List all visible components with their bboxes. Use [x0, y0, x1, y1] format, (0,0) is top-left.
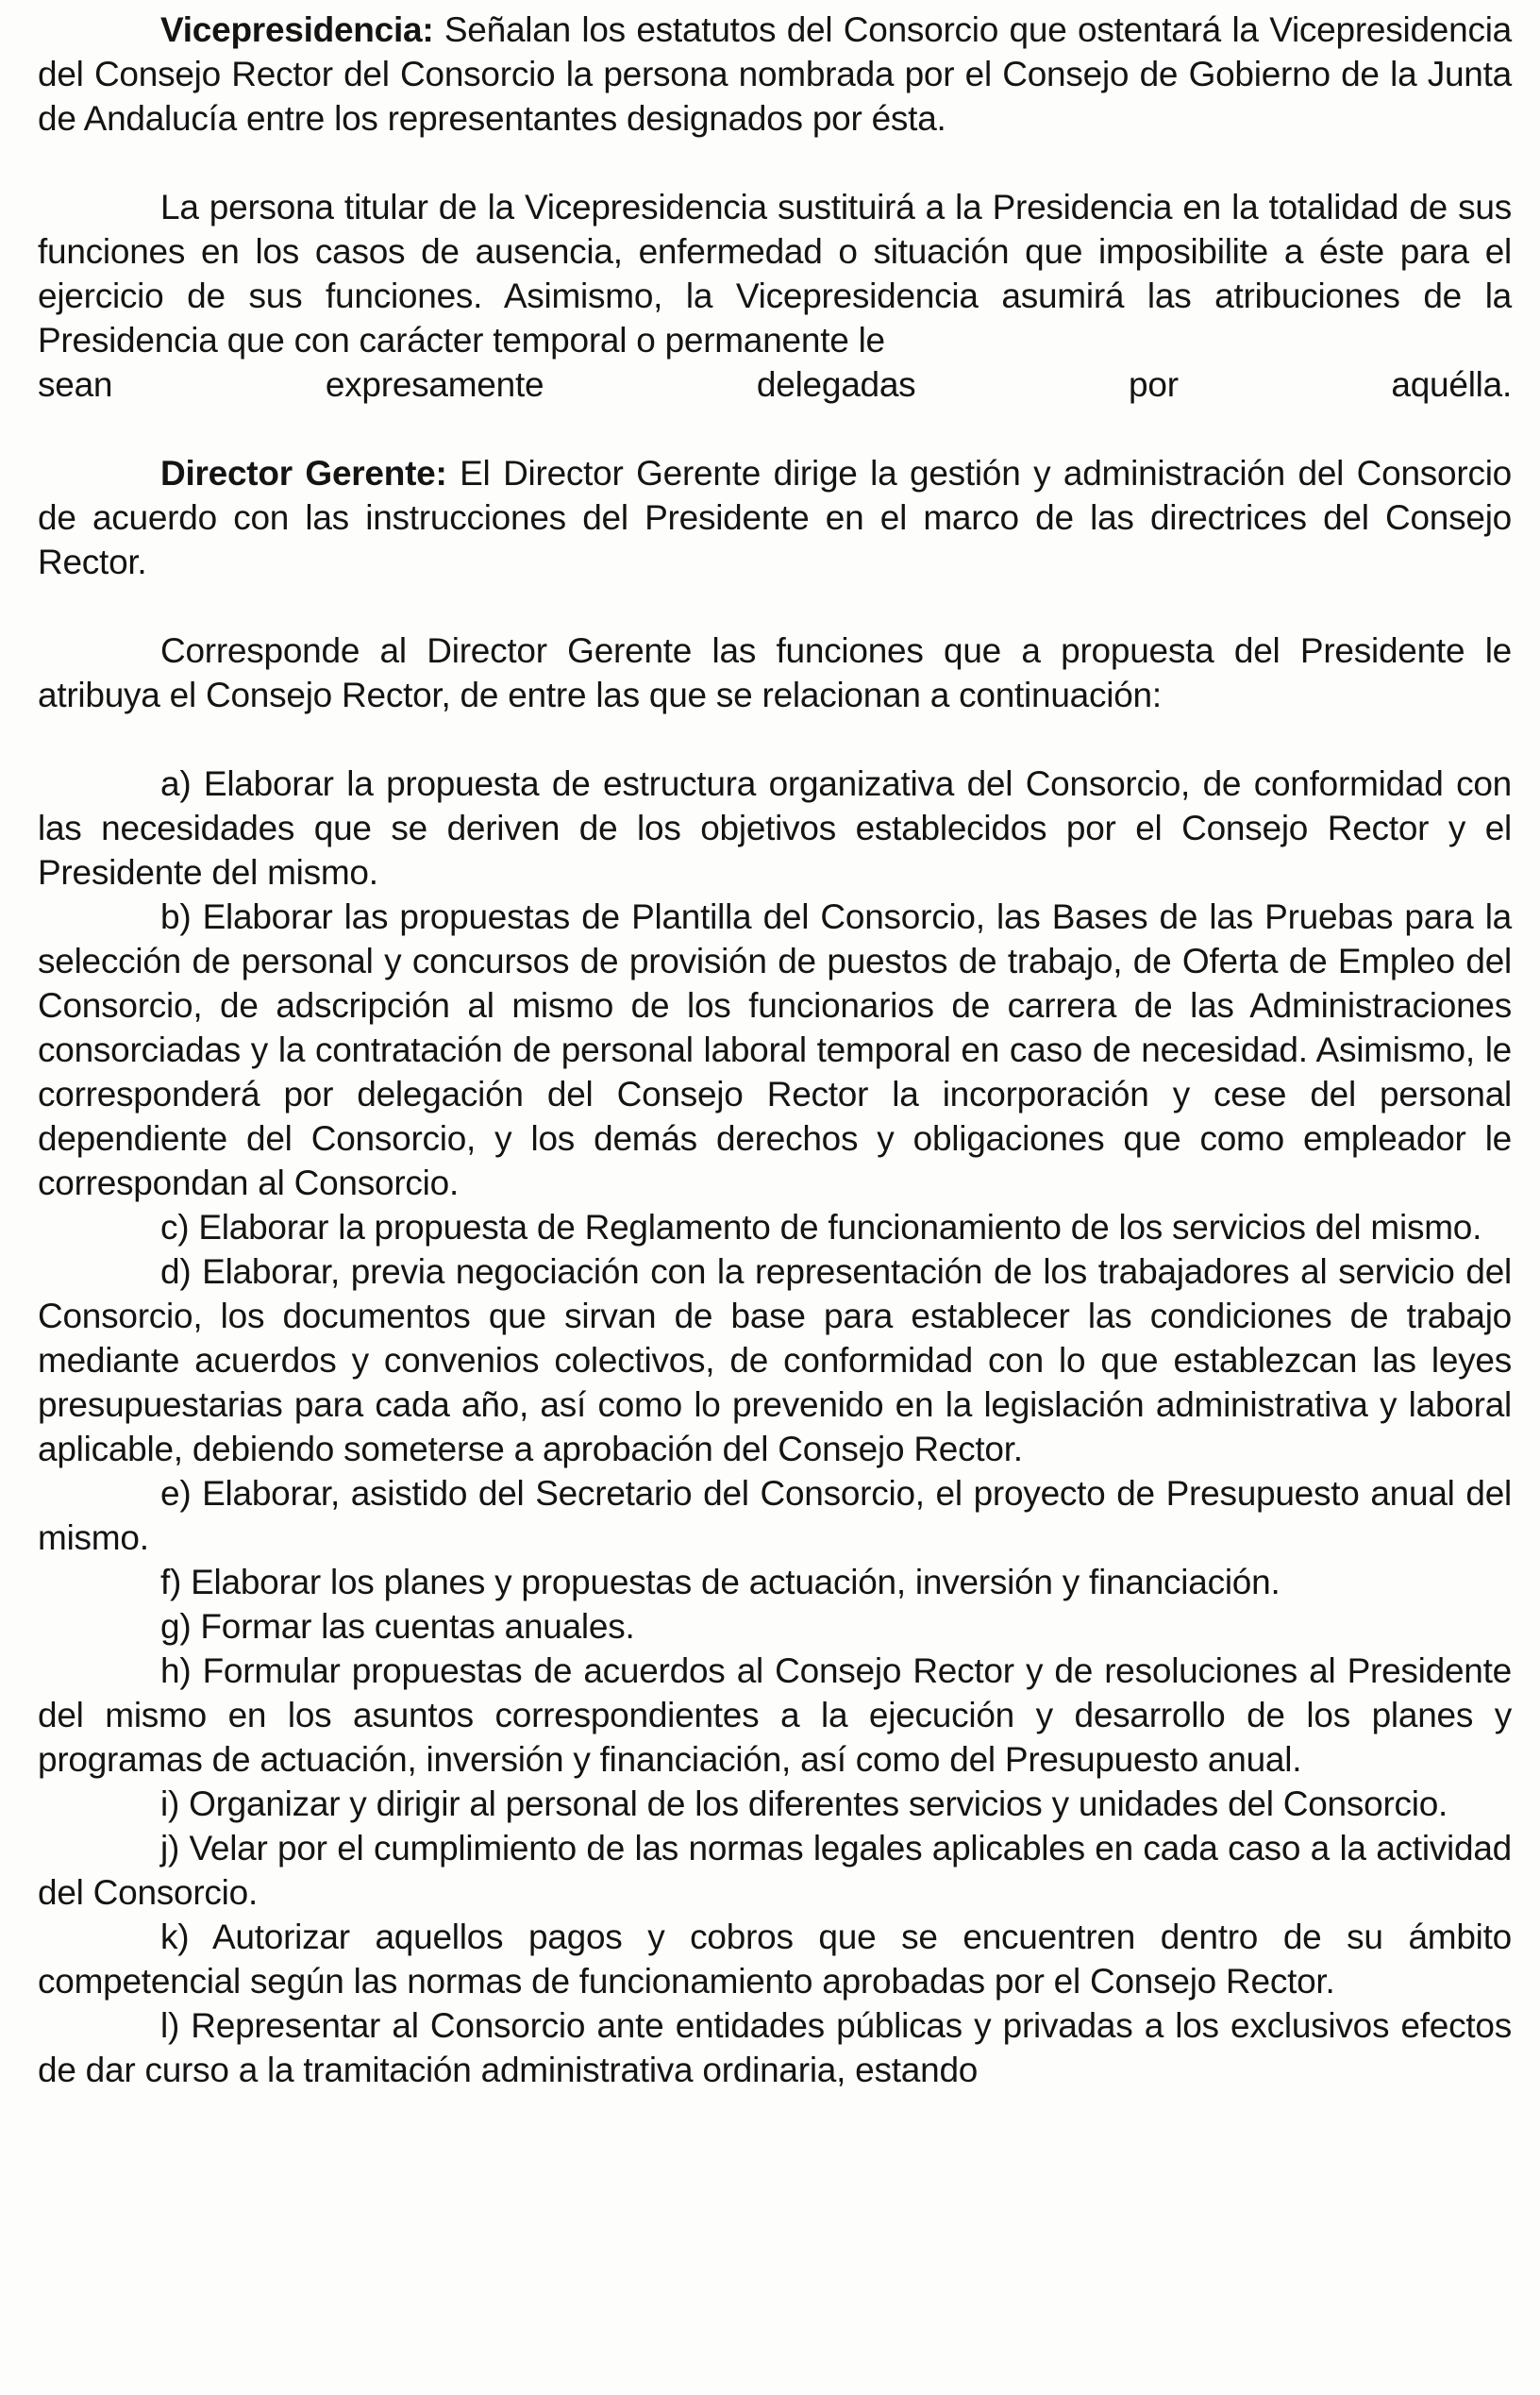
list-item-i: i) Organizar y dirigir al personal de los diferentes servicios y unidades del Consorcio. [160, 1784, 1448, 1823]
list-item-c: c) Elaborar la propuesta de Reglamento de funcionamiento de los servicios del mismo. [160, 1208, 1482, 1247]
list-item-d: d) Elaborar, previa negociación con la representación de los trabajadores al servicio del Consorcio, los documentos que sirvan de base para establecer las condiciones de trabajo mediante acuerdos y convenios colectivos, de conformidad con lo que establezcan las leyes presupuestarias para cada año, así como lo prevenido en la legislación administrativa y laboral aplicable, debiendo someterse a aprobación del Consejo Rector. [38, 1252, 1512, 1468]
list-item-l: l) Representar al Consorcio ante entidades públicas y privadas a los exclusivos efectos de dar curso a la tramitación administrativa ordinaria, estando [38, 2006, 1512, 2089]
vicepresidencia-heading: Vicepresidencia: [160, 10, 434, 49]
paragraph-spacer [38, 717, 1512, 762]
vicepresidencia-substitution-paragraph: La persona titular de la Vicepresidencia sustituirá a la Presidencia en la totalidad de sus funciones en los casos de ausencia, enfermedad o situación que imposibilite a éste para el ejercicio de sus funciones. Asimismo, la Vicepresidencia asumirá las atribuciones de la Presidencia que con carácter temporal o permanente le [38, 188, 1512, 360]
list-item-k: k) Autorizar aquellos pagos y cobros que se encuentren dentro de su ámbito competencial según las normas de funcionamiento aprobadas por el Consejo Rector. [38, 1918, 1512, 2001]
list-item-a: a) Elaborar la propuesta de estructura organizativa del Consorcio, de conformidad con las necesidades que se deriven de los objetivos establecidos por el Consejo Rector y el Presidente del mismo. [38, 764, 1512, 892]
list-item-j: j) Velar por el cumplimiento de las normas legales aplicables en cada caso a la actividad del Consorcio. [38, 1829, 1512, 1912]
list-item-b: b) Elaborar las propuestas de Plantilla del Consorcio, las Bases de las Pruebas para la selección de personal y concursos de provisión de puestos de trabajo, de Oferta de Empleo del Consorcio, de adscripción al mismo de los funcionarios de carrera de las Administraciones consorciadas y la contratación de personal laboral temporal en caso de necesidad. Asimismo, le corresponderá por delegación del Consejo Rector la incorporación y cese del personal dependiente del Consorcio, y los demás derechos y obligaciones que como empleador le correspondan al Consorcio. [38, 897, 1512, 1202]
director-functions-intro: Corresponde al Director Gerente las funciones que a propuesta del Presidente le atribuya el Consejo Rector, de entre las que se relacionan a continuación: [38, 631, 1512, 714]
director-text: El Director Gerente dirige la gestión y administración del Consorcio de acuerdo con las instrucciones del Presidente en el marco de las directrices del Consejo Rector. [38, 454, 1512, 581]
last-line-word: expresamente [325, 365, 544, 404]
list-item-h: h) Formular propuestas de acuerdos al Consejo Rector y de resoluciones al Presidente del mismo en los asuntos correspondientes a la ejecución y desarrollo de los planes y programas de actuación, inversión y financiación, así como del Presupuesto anual. [38, 1651, 1512, 1779]
last-line-word: aquélla. [1391, 365, 1512, 404]
vicepresidencia-text: Señalan los estatutos del Consorcio que ostentará la Vicepresidencia del Consejo Rector del Consorcio la persona nombrada por el Consejo de Gobierno de la Junta de Andalucía entre los representantes designados por ésta. [38, 10, 1512, 138]
director-heading: Director Gerente: [160, 454, 447, 493]
director-paragraph [38, 451, 1512, 584]
last-line-word: por [1129, 365, 1179, 404]
paragraph-spacer [38, 407, 1512, 451]
paragraph-spacer [38, 584, 1512, 628]
list-item-f: f) Elaborar los planes y propuestas de actuación, inversión y financiación. [160, 1563, 1281, 1601]
list-item-g: g) Formar las cuentas anuales. [160, 1607, 635, 1646]
vicepresidencia-paragraph [38, 8, 1512, 141]
paragraph-spacer [38, 141, 1512, 185]
vicepresidencia-last-line [38, 362, 1512, 407]
list-item-e: e) Elaborar, asistido del Secretario del Consorcio, el proyecto de Presupuesto anual del mismo. [38, 1474, 1512, 1557]
last-line-word: sean [38, 365, 113, 404]
last-line-word: delegadas [756, 365, 916, 404]
